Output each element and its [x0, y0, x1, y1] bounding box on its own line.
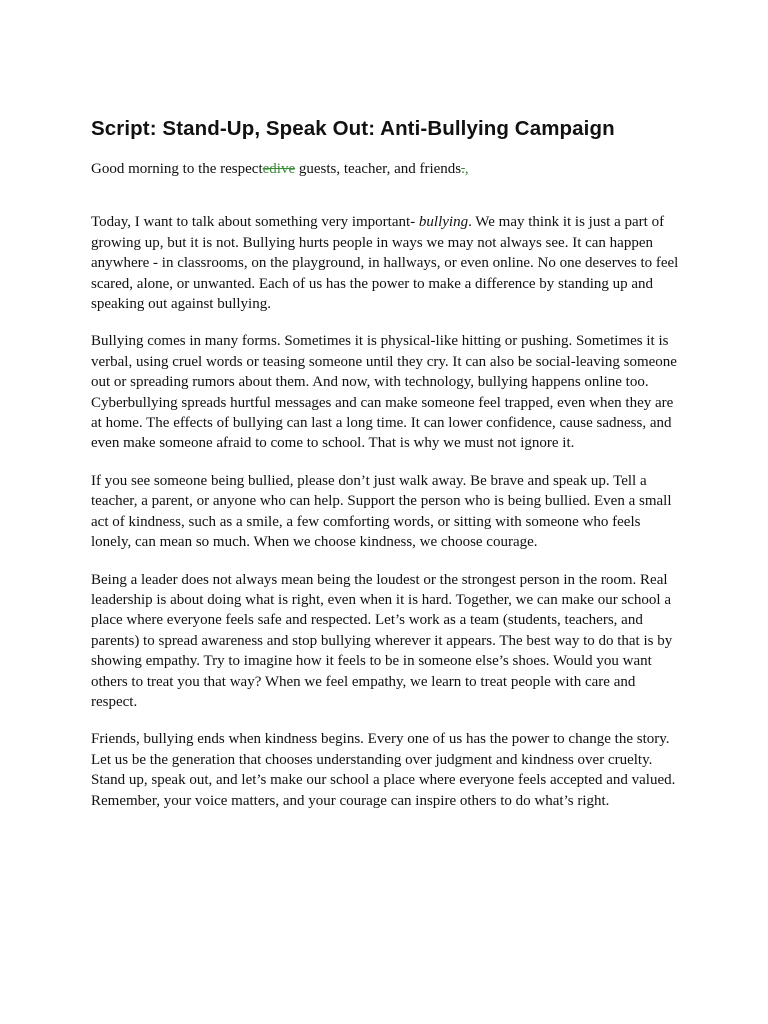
greeting-paragraph — [91, 159, 681, 179]
greeting-text-end: guests, teacher, and friends — [295, 161, 462, 177]
tracked-deletion-period: . — [461, 161, 465, 177]
paragraph-conclusion: Friends, bullying ends when kindness begins. Every one of us has the power to change the story. Let us be the generation that chooses understanding over judgment and kindness over cruelty. Stand up, speak out, and let’s make our school a place where everyone feels accepted and valued. Remember, your voice matters, and your courage can inspire others to do what’s right. — [91, 731, 676, 809]
paragraph-intro-start: Today, I want to talk about something very important- — [91, 214, 419, 231]
tracked-deletion: edive — [262, 161, 296, 177]
tracked-insertion-comma: , — [464, 161, 469, 177]
emphasis-bullying: bullying — [418, 214, 469, 231]
document-title: Script: Stand-Up, Speak Out: Anti-Bullying Campaign — [91, 117, 615, 140]
paragraph-speak-up: If you see someone being bullied, please don’t just walk away. Be brave and speak up. Tell a teacher, a parent, or anyone who can help. Support the person who is being bullied. Even a small act of kindness, such as a smile, a few comforting words, or sitting with someone who feels lonely, can mean so much. When we choose kindness, we choose courage. — [91, 472, 672, 551]
paragraph-forms: Bullying comes in many forms. Sometimes it is physical-like hitting or pushing. Sometimes it is verbal, using cruel words or teasing someone until they cry. It can also be social-leaving someone out or spreading rumors about them. And now, with technology, bullying happens online too. Cyberbullying spreads hurtful messages and can make someone feel trapped, even when they are at home. The effects of bullying can last a long time. It can lower confidence, cause sadness, and even make someone afraid to come to school. That is why we must not ignore it. — [91, 333, 677, 452]
document-body — [91, 116, 681, 828]
greeting-text-start: Good morning to the respect — [91, 161, 263, 177]
paragraph-leadership: Being a leader does not always mean being the loudest or the strongest person in the room. Real leadership is about doing what is right, even when it is hard. Together, we can make our school a place where everyone feels safe and respected. Let’s work as a team (students, teachers, and parents) to spread awareness and stop bullying wherever it appears. The best way to do that is by showing empathy. Try to imagine how it feels to be in someone else’s shoes. Would you want others to treat you that way? When we feel empathy, we learn to treat people with care and respect. — [91, 571, 673, 710]
paragraph-intro-rest: . We may think it is just a part of growing up, but it is not. Bullying hurts people in ways we may not always see. It can happen anywhere - in classrooms, on the playground, in hallways, or even online. No one deserves to feel scared, alone, or unwanted. Each of us has the power to make a difference by standing up and speaking out against bullying. — [91, 214, 679, 313]
paragraph-intro — [91, 212, 681, 314]
